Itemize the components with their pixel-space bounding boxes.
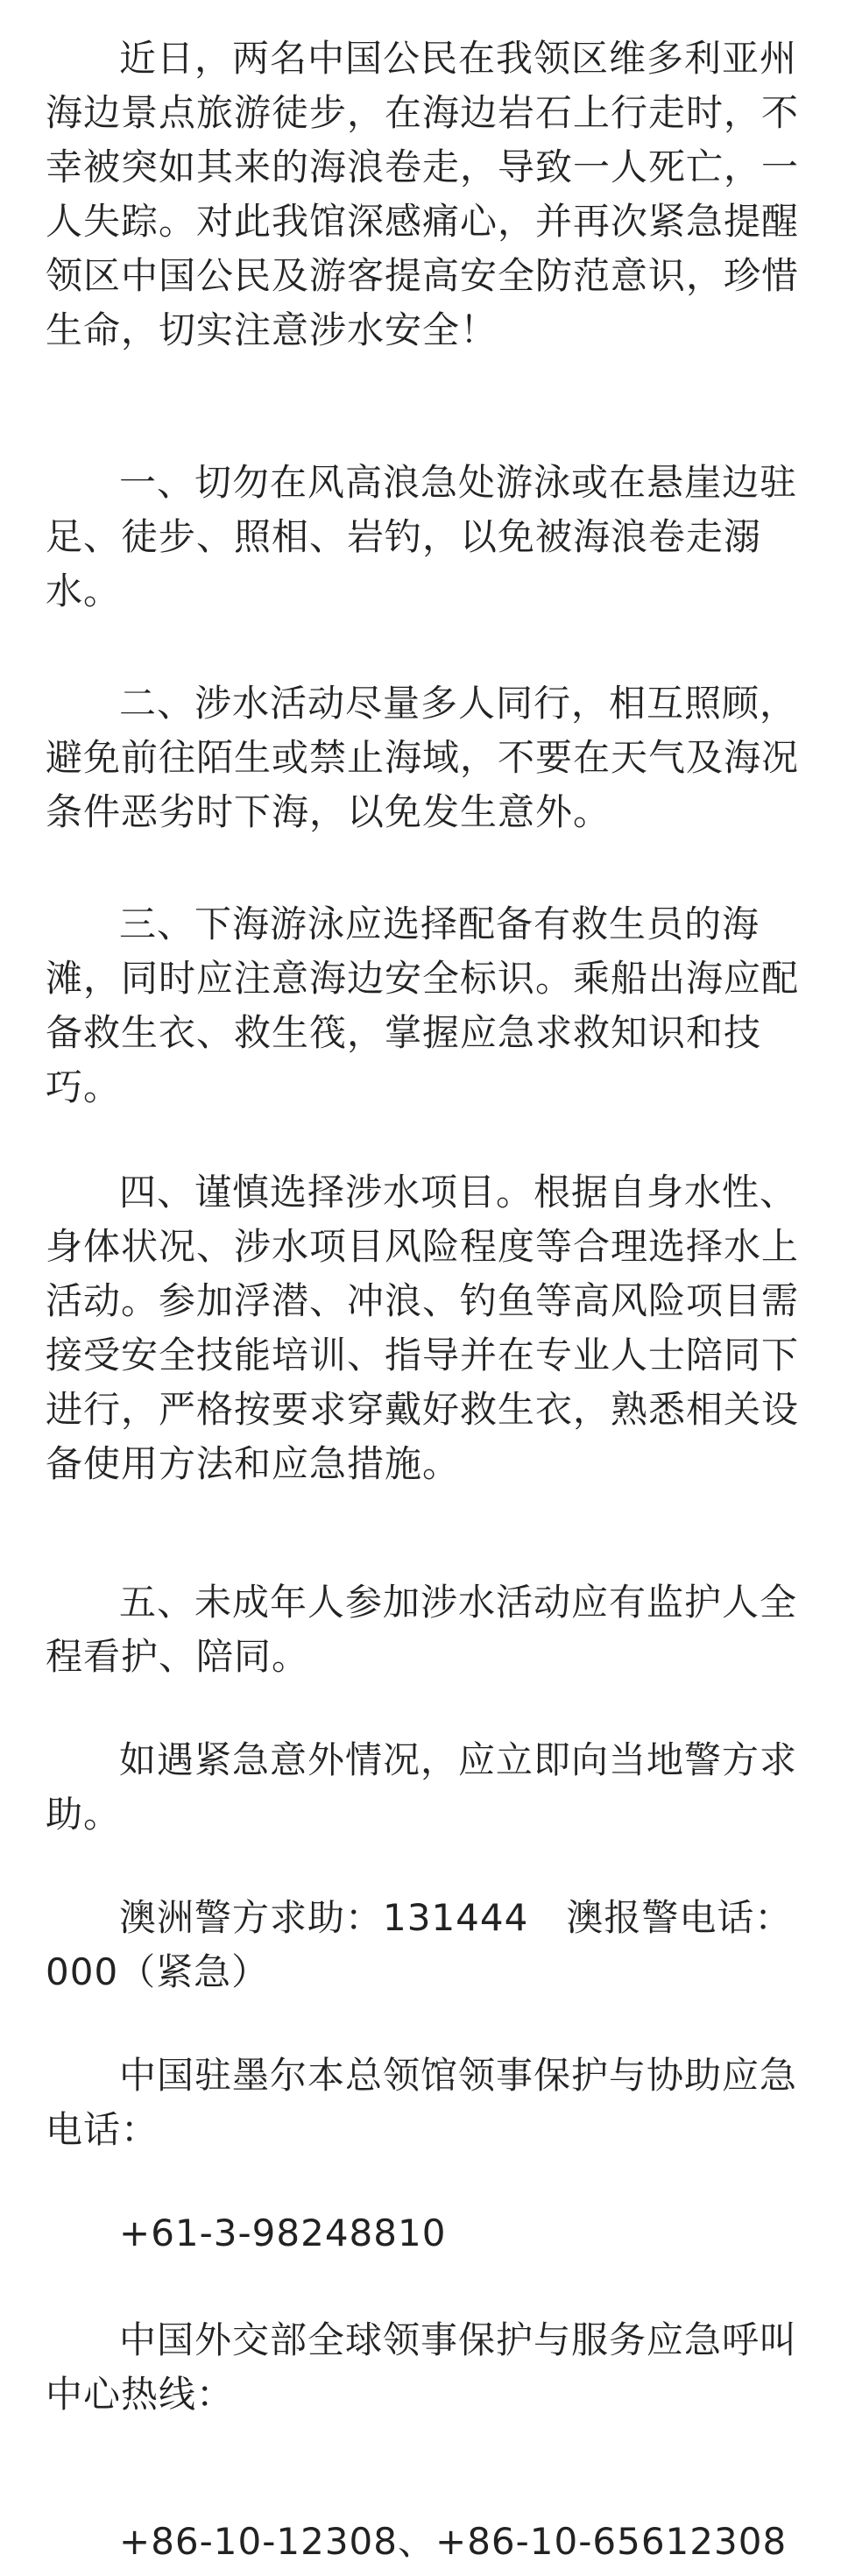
mfa-hotline-numbers xyxy=(46,2515,801,2569)
text-line: 中心热线： xyxy=(46,2373,235,2416)
text-line: 如遇紧急意外情况，应立即向当地警方求 xyxy=(119,1738,798,1781)
safety-item-4 xyxy=(46,1165,801,1491)
safety-item-5 xyxy=(46,1575,801,1684)
emergency-instruction xyxy=(46,1733,801,1842)
safety-item-2 xyxy=(46,676,801,839)
text-line: 足、徒步、照相、岩钓，以免被海浪卷走溺 xyxy=(46,515,762,558)
text-line: 000（紧急） xyxy=(46,1950,270,1993)
text-line: 备使用方法和应急措施。 xyxy=(46,1442,461,1485)
text-line: 一、切勿在风高浪急处游泳或在悬崖边驻 xyxy=(119,461,798,504)
text-line: 幸被突如其来的海浪卷走，导致一人死亡，一 xyxy=(46,145,800,188)
text-line: 滩，同时应注意海边安全标识。乘船出海应配 xyxy=(46,957,800,1000)
police-contact xyxy=(46,1891,801,1999)
text-line: 人失踪。对此我馆深感痛心，并再次紧急提醒 xyxy=(46,200,800,243)
text-line: 备救生衣、救生筏，掌握应急求救知识和技 xyxy=(46,1011,762,1054)
text-line: +61-3-98248810 xyxy=(119,2212,447,2254)
text-line: 接受安全技能培训、指导并在专业人士陪同下 xyxy=(46,1334,800,1376)
text-line: 条件恶劣时下海，以免发生意外。 xyxy=(46,790,611,833)
text-line: 澳洲警方求助：131444 澳报警电话： xyxy=(119,1896,793,1939)
text-line: 身体状况、涉水项目风险程度等合理选择水上 xyxy=(46,1225,800,1268)
text-line: 中国驻墨尔本总领馆领事保护与协助应急 xyxy=(119,2054,798,2097)
text-line: 海边景点旅游徒步，在海边岩石上行走时，不 xyxy=(46,91,800,134)
text-line: 三、下海游泳应选择配备有救生员的海 xyxy=(119,902,760,945)
text-line: 五、未成年人参加涉水活动应有监护人全 xyxy=(119,1581,798,1624)
text-line: +86-10-12308、+86-10-65612308 xyxy=(119,2520,788,2563)
text-line: 助。 xyxy=(46,1793,122,1836)
text-line: 生命，切实注意涉水安全！ xyxy=(46,308,498,351)
mfa-hotline-label xyxy=(46,2313,801,2422)
safety-item-3 xyxy=(46,897,801,1115)
text-line: 近日，两名中国公民在我领区维多利亚州 xyxy=(119,37,798,80)
safety-item-1 xyxy=(46,456,801,619)
text-line: 中国外交部全球领事保护与服务应急呼叫 xyxy=(119,2318,798,2361)
text-line: 巧。 xyxy=(46,1065,122,1108)
text-line: 水。 xyxy=(46,570,122,612)
text-line: 进行，严格按要求穿戴好救生衣，熟悉相关设 xyxy=(46,1388,800,1431)
text-line: 电话： xyxy=(46,2108,159,2151)
consulate-phone xyxy=(46,2206,801,2261)
text-line: 程看护、陪同。 xyxy=(46,1635,310,1678)
text-line: 活动。参加浮潜、冲浪、钓鱼等高风险项目需 xyxy=(46,1279,800,1322)
intro-paragraph xyxy=(46,32,801,357)
text-line: 二、涉水活动尽量多人同行，相互照顾， xyxy=(119,682,798,725)
consulate-contact-label xyxy=(46,2049,801,2157)
text-line: 领区中国公民及游客提高安全防范意识，珍惜 xyxy=(46,254,800,297)
text-line: 避免前往陌生或禁止海域，不要在天气及海况 xyxy=(46,736,800,779)
text-line: 四、谨慎选择涉水项目。根据自身水性、 xyxy=(119,1171,798,1214)
